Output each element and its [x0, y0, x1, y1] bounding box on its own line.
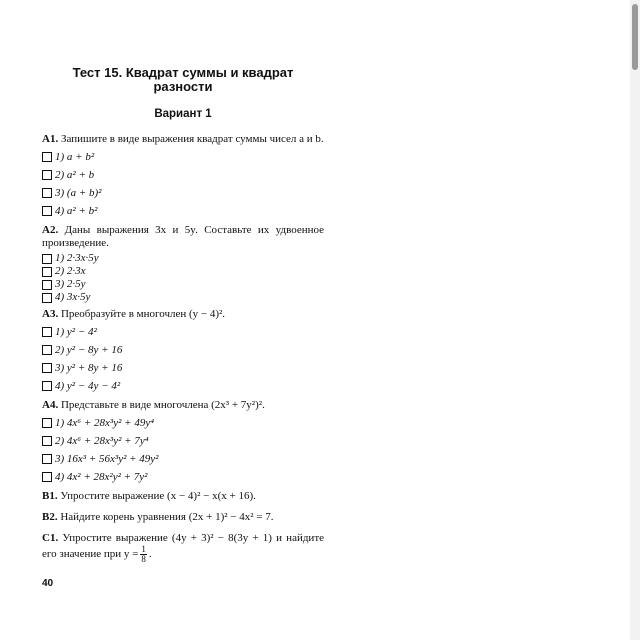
checkbox-icon[interactable]	[42, 170, 52, 180]
task-c1	[42, 532, 324, 564]
task-code: А2.	[42, 224, 59, 236]
option-label: 2) a² + b	[55, 168, 95, 181]
task-a2	[42, 224, 324, 304]
task-text: Преобразуйте в многочлен (y − 4)².	[60, 308, 226, 320]
option-label: 3) 2·5y	[55, 278, 86, 290]
page-title: Тест 15. Квадрат суммы и квадрат разности	[72, 65, 294, 94]
answer-option[interactable]	[42, 414, 324, 432]
answer-option[interactable]	[42, 341, 324, 359]
checkbox-icon[interactable]	[42, 188, 52, 198]
answer-option[interactable]	[42, 166, 324, 184]
checkbox-icon[interactable]	[42, 381, 52, 391]
checkbox-icon[interactable]	[42, 345, 52, 355]
checkbox-icon[interactable]	[42, 363, 52, 373]
option-label: 1) 2·3x·5y	[55, 252, 99, 264]
checkbox-icon[interactable]	[42, 327, 52, 337]
answer-option[interactable]	[42, 323, 324, 341]
answer-option[interactable]	[42, 184, 324, 202]
task-code: А1.	[42, 133, 59, 145]
checkbox-icon[interactable]	[42, 293, 52, 303]
option-label: 4) y² − 4y − 4²	[55, 379, 121, 392]
page-number: 40	[42, 578, 54, 589]
checkbox-icon[interactable]	[42, 454, 52, 464]
task-text: Запишите в виде выражения квадрат суммы чисел a и b.	[60, 133, 324, 145]
task-text: Представьте в виде многочлена (2x³ + 7y²)².	[60, 399, 265, 411]
answer-option[interactable]	[42, 377, 324, 395]
option-label: 3) (a + b)²	[55, 186, 102, 199]
answer-option[interactable]	[42, 148, 324, 166]
checkbox-icon[interactable]	[42, 436, 52, 446]
option-label: 3) y² + 8y + 16	[55, 361, 123, 374]
task-b1	[42, 490, 324, 503]
task-text: Найдите корень уравнения (2x + 1)² − 4x² = 7.	[60, 511, 274, 523]
task-text: Даны выражения 3x и 5y. Составьте их удвоенное произведение.	[42, 224, 324, 249]
task-b2	[42, 511, 324, 524]
scroll-thumb[interactable]	[632, 4, 638, 70]
answer-option[interactable]	[42, 359, 324, 377]
task-code: В1.	[42, 490, 58, 502]
option-label: 1) a + b²	[55, 150, 95, 163]
checkbox-icon[interactable]	[42, 152, 52, 162]
answer-option[interactable]	[42, 252, 324, 265]
answer-option[interactable]	[42, 202, 324, 220]
task-code: В2.	[42, 511, 58, 523]
answer-option[interactable]	[42, 278, 324, 291]
scrollbar[interactable]	[630, 0, 640, 640]
task-a1	[42, 133, 324, 220]
answer-option[interactable]	[42, 265, 324, 278]
option-label: 2) y² − 8y + 16	[55, 343, 123, 356]
task-code: А4.	[42, 399, 59, 411]
option-label: 2) 4x⁶ + 28x³y² + 7y⁴	[55, 434, 149, 447]
checkbox-icon[interactable]	[42, 280, 52, 290]
task-text: Упростите выражение (4y + 3)² − 8(3y + 1) и найдите его значение при y =	[42, 532, 325, 561]
fraction-numerator: 1	[141, 544, 146, 554]
fraction-denominator: 8	[141, 554, 146, 564]
option-label: 1) 4x⁶ + 28x³y² + 49y⁴	[55, 416, 155, 429]
task-code: А3.	[42, 308, 59, 320]
checkbox-icon[interactable]	[42, 418, 52, 428]
option-label: 3) 16x³ + 56x³y² + 49y²	[55, 452, 159, 465]
task-code: С1.	[42, 532, 59, 544]
option-label: 2) 2·3x	[55, 265, 86, 277]
checkbox-icon[interactable]	[42, 254, 52, 264]
option-label: 4) 3x·5y	[55, 291, 91, 303]
answer-option[interactable]	[42, 291, 324, 304]
checkbox-icon[interactable]	[42, 206, 52, 216]
option-label: 1) y² − 4²	[55, 325, 97, 338]
variant-heading: Вариант 1	[154, 108, 212, 120]
checkbox-icon[interactable]	[42, 267, 52, 277]
task-text: Упростите выражение (x − 4)² − x(x + 16).	[60, 490, 256, 502]
option-label: 4) a² + b²	[55, 204, 98, 217]
task-tail: .	[148, 548, 152, 561]
task-a3	[42, 308, 324, 395]
checkbox-icon[interactable]	[42, 472, 52, 482]
option-label: 4) 4x² + 28x²y² + 7y²	[55, 470, 148, 483]
answer-option[interactable]	[42, 432, 324, 450]
answer-option[interactable]	[42, 450, 324, 468]
task-a4	[42, 399, 324, 486]
answer-option[interactable]	[42, 468, 324, 486]
fraction	[140, 545, 147, 564]
document-page	[42, 66, 324, 564]
